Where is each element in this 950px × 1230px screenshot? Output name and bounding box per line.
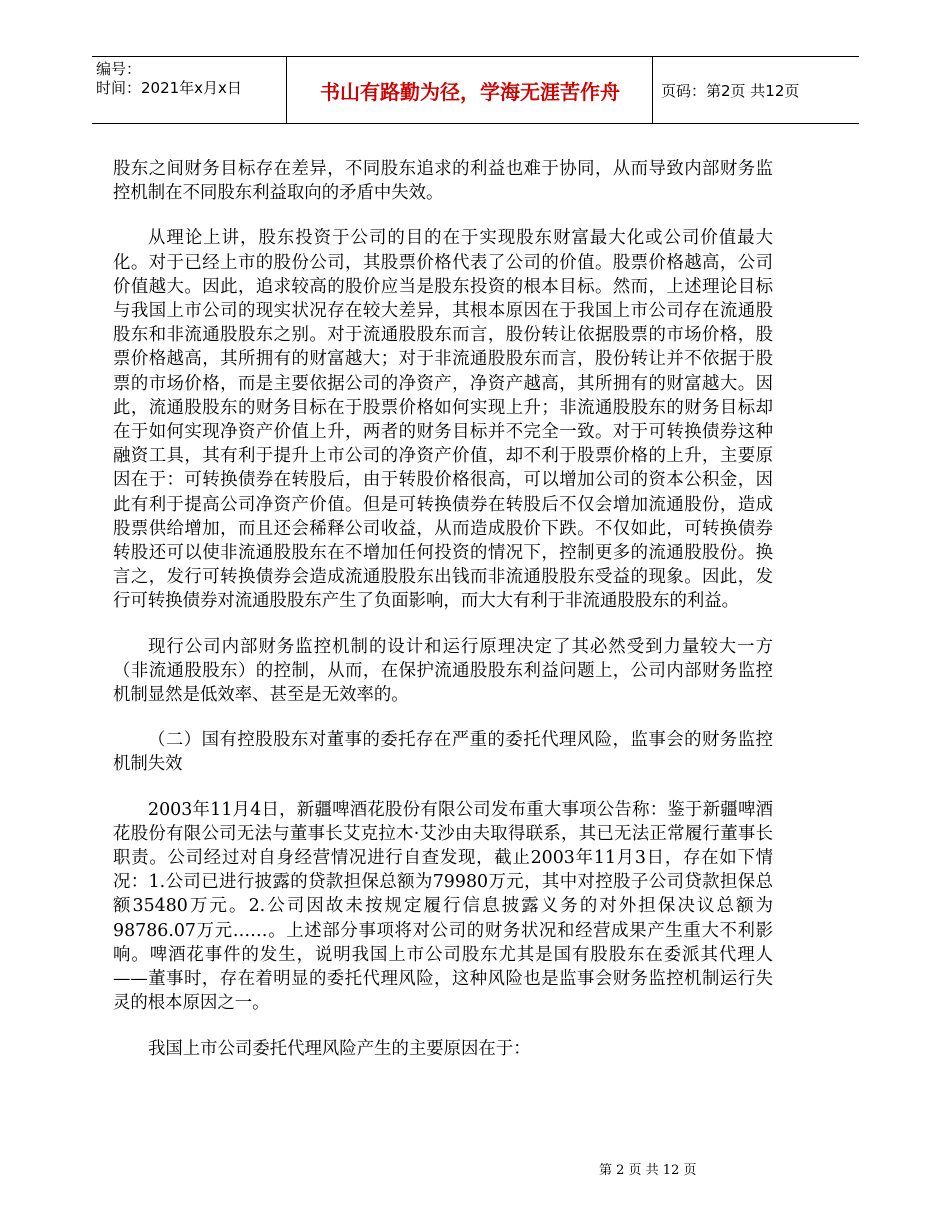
document-time-label: 时间：2021年x月x日 bbox=[96, 79, 242, 97]
body-paragraph-1: 股东之间财务目标存在差异，不同股东追求的利益也难于协同，从而导致内部财务监控机制在不同股东利益取向的矛盾中失效。 bbox=[113, 159, 773, 204]
body-paragraph-2: 从理论上讲，股东投资于公司的目的在于实现股东财富最大化或公司价值最大化。对于已经上市的股份公司，其股票价格代表了公司的价值。股票价格越高，公司价值越大。因此，追求较高的股价应当是股东投资的根本目标。然而，上述理论目标与我国上市公司的现实状况存在较大差异，其根本原因在于我国上市公司存在流通股股东和非流通股股东之别。对于流通股股东而言，股份转让依据股票的市场价格，股票价格越高，其所拥有的财富越大；对于非流通股股东而言，股份转让并不依据于股票的市场价格，而是主要依据公司的净资产，净资产越高，其所拥有的财富越大。因此，流通股股东的财务目标在于股票价格如何实现上升；非流通股股东的财务目标却在于如何实现净资产价值上升，两者的财务目标并不完全一致。对于可转换债券这种融资工具，其有利于提升上市公司的净资产价值，却不利于股票价格的上升，主要原因在于：可转换债券在转股后，由于转股价格很高，可以增加公司的资本公积金，因此有利于提高公司净资产价值。但是可转换债券在转股后不仅会增加流通股份，造成股票供给增加，而且还会稀释公司收益，从而造成股价下跌。不仅如此，可转换债券转股还可以使非流通股股东在不增加任何投资的情况下，控制更多的流通股股份。换言之，发行可转换债券会造成流通股股东出钱而非流通股股东受益的现象。因此，发行可转换债券对流通股股东产生了负面影响，而大大有利于非流通股股东的利益。 bbox=[113, 228, 773, 612]
document-body bbox=[113, 157, 773, 1082]
document-number-label: 编号： bbox=[96, 60, 142, 78]
page-header bbox=[92, 56, 859, 124]
header-meta bbox=[92, 57, 287, 123]
page-footer: 第 2 页 共 12 页 bbox=[599, 1163, 697, 1178]
body-paragraph-3: 现行公司内部财务监控机制的设计和运行原理决定了其必然受到力量较大一方（非流通股股东）的控制，从而，在保护流通股股东利益问题上，公司内部财务监控机制显然是低效率、甚至是无效率的。 bbox=[113, 636, 773, 706]
section-heading: （二）国有控股股东对董事的委托存在严重的委托代理风险，监事会的财务监控机制失效 bbox=[113, 730, 773, 775]
body-paragraph-5: 我国上市公司委托代理风险产生的主要原因在于： bbox=[148, 1038, 531, 1059]
header-page-label: 页码：第2页 共12页 bbox=[661, 81, 800, 100]
body-paragraph-4: 2003年11月4日，新疆啤酒花股份有限公司发布重大事项公告称：鉴于新疆啤酒花股份有限公司无法与董事长艾克拉木·艾沙由夫取得联系，其已无法正常履行董事长职责。公司经过对自身经营情况进行自查发现，截止2003年11月3日，存在如下情况：1.公司已进行披露的贷款担保总额为79980万元，其中对控股子公司贷款担保总额35480万元。2.公司因故未按规定履行信息披露义务的对外担保决议总额为98786.07万元……。上述部分事项将对公司的财务状况和经营成果产生重大不利影响。啤酒花事件的发生，说明我国上市公司股东尤其是国有股股东在委派其代理人——董事时，存在着明显的委托代理风险，这种风险也是监事会财务监控机制运行失灵的根本原因之一。 bbox=[113, 799, 773, 1014]
header-motto: 书山有路勤为径，学海无涯苦作舟 bbox=[288, 57, 653, 123]
